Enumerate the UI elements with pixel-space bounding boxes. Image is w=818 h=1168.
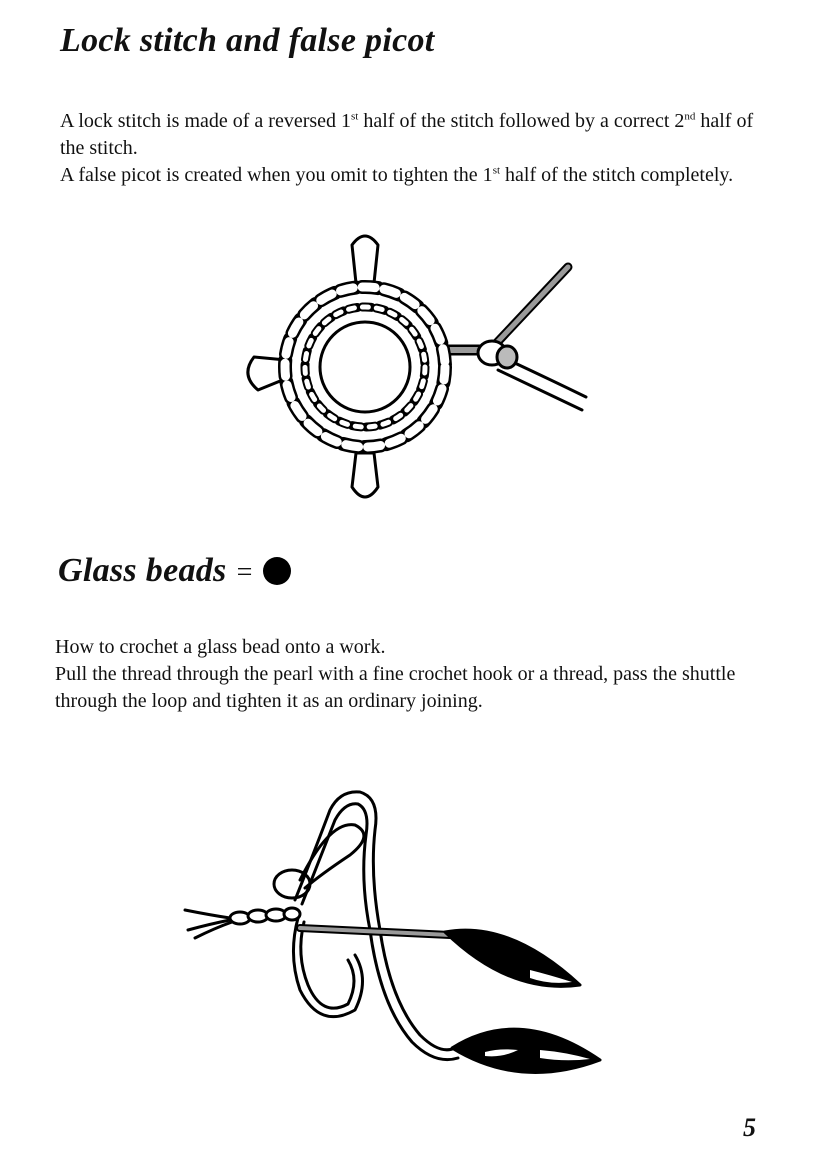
glass-beads-description xyxy=(55,634,755,715)
lock-stitch-description xyxy=(60,108,760,189)
page-number: 5 xyxy=(743,1113,756,1142)
glass-beads-title: Glass beads xyxy=(58,552,227,589)
glass-beads-line-2: Pull the thread through the pearl with a fine crochet hook or a thread, pass the shuttle through the loop and tighten it as an ordinary joining. xyxy=(55,663,736,712)
section-title-lock-stitch: Lock stitch and false picot xyxy=(60,22,435,59)
false-picot-paragraph: A false picot is created when you omit to tighten the 1st half of the stitch completely. xyxy=(60,164,734,186)
lock-stitch-ring-illustration xyxy=(230,225,610,510)
equals-sign: = xyxy=(236,557,253,588)
lock-stitch-paragraph: A lock stitch is made of a reversed 1st half of the stitch followed by a correct 2nd half of the stitch. xyxy=(60,110,754,159)
bead-symbol-icon xyxy=(263,557,291,585)
section-title-glass-beads xyxy=(58,552,291,590)
glass-beads-line-1: How to crochet a glass bead onto a work. xyxy=(55,636,386,658)
glass-bead-crochet-illustration xyxy=(180,780,610,1080)
